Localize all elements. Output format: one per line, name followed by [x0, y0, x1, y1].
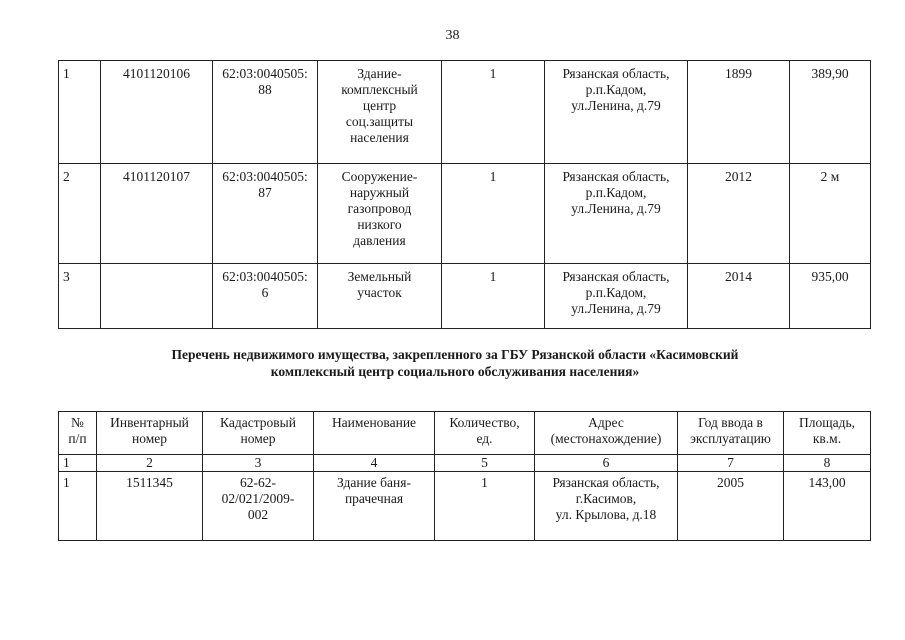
- column-number: 6: [535, 455, 678, 472]
- cell-index: 2: [59, 164, 101, 264]
- column-number: 1: [59, 455, 97, 472]
- header-index: № п/п: [59, 412, 97, 455]
- property-table-kasimov: [58, 411, 871, 541]
- table-row: [59, 264, 871, 329]
- column-number: 3: [203, 455, 314, 472]
- cell-address: Рязанская область, г.Касимов, ул. Крылова, д.18: [535, 472, 678, 541]
- cell-cadastral-number: 62:03:0040505: 87: [213, 164, 318, 264]
- cell-inventory-number: 4101120107: [101, 164, 213, 264]
- column-number: 5: [435, 455, 535, 472]
- cell-index: 3: [59, 264, 101, 329]
- cell-year: 2014: [688, 264, 790, 329]
- column-number: 2: [97, 455, 203, 472]
- header-inventory-number: Инвентарный номер: [97, 412, 203, 455]
- cell-cadastral-number: 62:03:0040505: 88: [213, 61, 318, 164]
- cell-index: 1: [59, 472, 97, 541]
- header-address: Адрес (местонахождение): [535, 412, 678, 455]
- cell-inventory-number: 1511345: [97, 472, 203, 541]
- cell-year: 2005: [678, 472, 784, 541]
- section-heading-line1: Перечень недвижимого имущества, закрепленного за ГБУ Рязанской области «Касимовский: [171, 347, 739, 362]
- cell-quantity: 1: [442, 264, 545, 329]
- table-row: [59, 472, 871, 541]
- cell-index: 1: [59, 61, 101, 164]
- cell-address: Рязанская область, р.п.Кадом, ул.Ленина, д.79: [545, 164, 688, 264]
- cell-quantity: 1: [442, 164, 545, 264]
- cell-cadastral-number: 62-62- 02/021/2009- 002: [203, 472, 314, 541]
- column-number: 7: [678, 455, 784, 472]
- cell-quantity: 1: [435, 472, 535, 541]
- cell-inventory-number: 4101120106: [101, 61, 213, 164]
- cell-area: 143,00: [784, 472, 871, 541]
- property-table-kadom: [58, 60, 871, 329]
- cell-name: Здание баня- прачечная: [314, 472, 435, 541]
- table-header-row: [59, 412, 871, 455]
- cell-name: Здание- комплексный центр соц.защиты населения: [318, 61, 442, 164]
- column-number: 8: [784, 455, 871, 472]
- cell-name: Земельный участок: [318, 264, 442, 329]
- cell-address: Рязанская область, р.п.Кадом, ул.Ленина, д.79: [545, 61, 688, 164]
- header-area: Площадь, кв.м.: [784, 412, 871, 455]
- cell-address: Рязанская область, р.п.Кадом, ул.Ленина, д.79: [545, 264, 688, 329]
- header-name: Наименование: [314, 412, 435, 455]
- header-quantity: Количество, ед.: [435, 412, 535, 455]
- section-heading-line2: комплексный центр социального обслуживания населения»: [270, 364, 640, 379]
- cell-quantity: 1: [442, 61, 545, 164]
- cell-name: Сооружение- наружный газопровод низкого давления: [318, 164, 442, 264]
- page-number: 38: [445, 28, 460, 43]
- cell-area: 389,90: [790, 61, 871, 164]
- table-row: [59, 164, 871, 264]
- column-number-row: [59, 455, 871, 472]
- cell-year: 1899: [688, 61, 790, 164]
- header-cadastral-number: Кадастровый номер: [203, 412, 314, 455]
- cell-area: 2 м: [790, 164, 871, 264]
- cell-cadastral-number: 62:03:0040505: 6: [213, 264, 318, 329]
- cell-area: 935,00: [790, 264, 871, 329]
- section-heading: [60, 346, 850, 380]
- table-row: [59, 61, 871, 164]
- header-year: Год ввода в эксплуатацию: [678, 412, 784, 455]
- cell-year: 2012: [688, 164, 790, 264]
- column-number: 4: [314, 455, 435, 472]
- cell-inventory-number: [101, 264, 213, 329]
